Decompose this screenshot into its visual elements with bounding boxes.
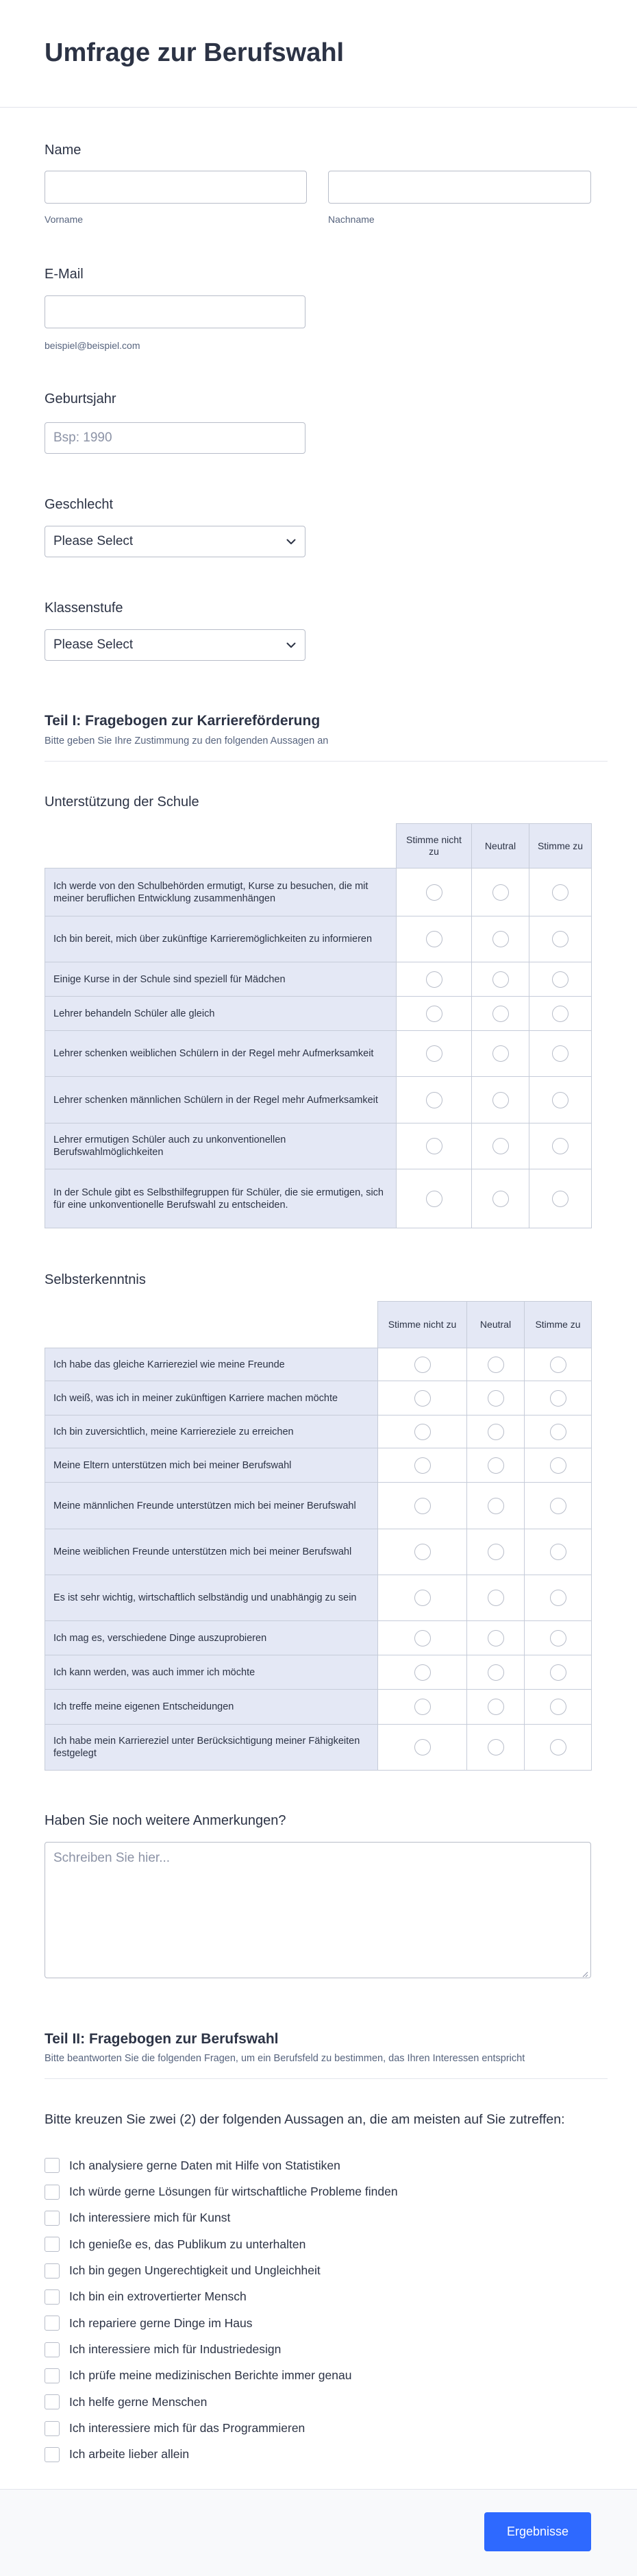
matrix-answer-cell bbox=[529, 916, 592, 962]
matrix-row bbox=[45, 1448, 592, 1483]
matrix-answer-cell bbox=[529, 962, 592, 997]
radio-agree[interactable] bbox=[552, 1092, 569, 1108]
matrix-row-statement: Ich treffe meine eigenen Entscheidungen bbox=[45, 1690, 378, 1725]
matrix-header-row bbox=[45, 1302, 592, 1348]
matrix-row bbox=[45, 1621, 592, 1655]
matrix-row bbox=[45, 916, 592, 962]
matrix-answer-cell bbox=[397, 1169, 472, 1228]
email-sublabel: beispiel@beispiel.com bbox=[45, 340, 140, 351]
checkbox-option-label: Ich bin ein extrovertierter Mensch bbox=[69, 2289, 247, 2304]
gender-select[interactable] bbox=[45, 526, 305, 557]
matrix-answer-cell bbox=[472, 962, 529, 997]
checkbox-option-label: Ich repariere gerne Dinge im Haus bbox=[69, 2316, 253, 2330]
matrix-answer-cell bbox=[467, 1529, 525, 1575]
matrix-answer-cell bbox=[529, 1123, 592, 1169]
matrix-row-statement: Ich habe mein Karriereziel unter Berücksichtigung meiner Fähigkeiten festgelegt bbox=[45, 1725, 378, 1771]
part1-subheading: Bitte geben Sie Ihre Zustimmung zu den folgenden Aussagen an bbox=[45, 736, 329, 746]
matrix-answer-cell bbox=[525, 1529, 592, 1575]
matrix-answer-cell bbox=[378, 1575, 467, 1621]
matrix-answer-cell bbox=[467, 1725, 525, 1771]
radio-neutral[interactable] bbox=[488, 1544, 504, 1560]
matrix-answer-cell bbox=[467, 1348, 525, 1381]
matrix-school-label: Unterstützung der Schule bbox=[45, 794, 199, 810]
matrix-row bbox=[45, 1725, 592, 1771]
radio-agree[interactable] bbox=[550, 1699, 566, 1715]
matrix-answer-cell bbox=[525, 1621, 592, 1655]
matrix-answer-cell bbox=[525, 1415, 592, 1448]
matrix-self-table bbox=[45, 1301, 592, 1771]
radio-neutral[interactable] bbox=[492, 884, 509, 901]
checkbox-option[interactable] bbox=[45, 2336, 591, 2362]
matrix-column-header: Neutral bbox=[467, 1302, 525, 1348]
checkbox[interactable] bbox=[45, 2394, 60, 2409]
matrix-answer-cell bbox=[472, 868, 529, 916]
checkbox-option-label: Ich arbeite lieber allein bbox=[69, 2447, 190, 2462]
resize-handle-icon[interactable] bbox=[582, 1969, 588, 1976]
part2-subheading: Bitte beantworten Sie die folgenden Fragen, um ein Berufsfeld zu bestimmen, das Ihren Interessen entspricht bbox=[45, 2053, 525, 2064]
matrix-row bbox=[45, 962, 592, 997]
radio-neutral[interactable] bbox=[492, 1006, 509, 1022]
checkbox[interactable] bbox=[45, 2263, 60, 2279]
matrix-answer-cell bbox=[472, 1031, 529, 1077]
radio-agree[interactable] bbox=[552, 1045, 569, 1062]
checkbox-option[interactable] bbox=[45, 2415, 591, 2441]
radio-agree[interactable] bbox=[550, 1390, 566, 1407]
matrix-column-header: Stimme nicht zu bbox=[378, 1302, 467, 1348]
matrix-row bbox=[45, 1077, 592, 1123]
birth-year-label: Geburtsjahr bbox=[45, 391, 116, 406]
matrix-answer-cell bbox=[472, 1077, 529, 1123]
radio-disagree[interactable] bbox=[414, 1739, 431, 1755]
radio-neutral[interactable] bbox=[492, 1138, 509, 1154]
matrix-answer-cell bbox=[467, 1621, 525, 1655]
radio-disagree[interactable] bbox=[426, 1006, 442, 1022]
matrix-answer-cell bbox=[529, 1077, 592, 1123]
matrix-row-statement: Meine weiblichen Freunde unterstützen mich bei meiner Berufswahl bbox=[45, 1529, 378, 1575]
matrix-answer-cell bbox=[472, 1169, 529, 1228]
radio-disagree[interactable] bbox=[414, 1544, 431, 1560]
radio-agree[interactable] bbox=[550, 1630, 566, 1647]
radio-agree[interactable] bbox=[552, 1138, 569, 1154]
matrix-self-label: Selbsterkenntnis bbox=[45, 1272, 146, 1287]
matrix-answer-cell bbox=[378, 1529, 467, 1575]
matrix-row-statement: Einige Kurse in der Schule sind speziell für Mädchen bbox=[45, 962, 397, 997]
grade-label: Klassenstufe bbox=[45, 600, 123, 616]
radio-neutral[interactable] bbox=[488, 1664, 504, 1681]
grade-select-value: Please Select bbox=[53, 637, 134, 652]
name-label: Name bbox=[45, 143, 82, 158]
radio-disagree[interactable] bbox=[426, 884, 442, 901]
form-header bbox=[0, 0, 637, 108]
matrix-school-table bbox=[45, 823, 592, 1228]
first-name-sublabel: Vorname bbox=[45, 214, 84, 225]
matrix-answer-cell bbox=[397, 1077, 472, 1123]
checkbox[interactable] bbox=[45, 2316, 60, 2331]
radio-disagree[interactable] bbox=[414, 1664, 431, 1681]
radio-neutral[interactable] bbox=[488, 1498, 504, 1514]
checkbox[interactable] bbox=[45, 2368, 60, 2383]
gender-label: Geschlecht bbox=[45, 497, 114, 512]
matrix-row-statement: Meine Eltern unterstützen mich bei meiner Berufswahl bbox=[45, 1448, 378, 1483]
radio-neutral[interactable] bbox=[488, 1457, 504, 1474]
matrix-answer-cell bbox=[525, 1725, 592, 1771]
radio-neutral[interactable] bbox=[492, 971, 509, 988]
radio-neutral[interactable] bbox=[492, 1045, 509, 1062]
checkbox[interactable] bbox=[45, 2421, 60, 2436]
radio-disagree[interactable] bbox=[426, 1191, 442, 1207]
matrix-answer-cell bbox=[472, 1123, 529, 1169]
matrix-row bbox=[45, 1483, 592, 1529]
matrix-row-statement: Es ist sehr wichtig, wirtschaftlich selbständig und unabhängig zu sein bbox=[45, 1575, 378, 1621]
form-title: Umfrage zur Berufswahl bbox=[45, 38, 345, 67]
submit-button[interactable]: Ergebnisse bbox=[484, 2512, 591, 2551]
matrix-answer-cell bbox=[378, 1483, 467, 1529]
checkbox-option[interactable] bbox=[45, 2231, 591, 2257]
checkbox-option-label: Ich prüfe meine medizinischen Berichte immer genau bbox=[69, 2368, 352, 2383]
matrix-answer-cell bbox=[525, 1690, 592, 1725]
matrix-corner-cell bbox=[45, 1302, 378, 1348]
matrix-row-statement: In der Schule gibt es Selbsthilfegruppen für Schüler, die sie ermutigen, sich für eine unkonventionelle Berufswahl zu entscheiden. bbox=[45, 1169, 397, 1228]
radio-agree[interactable] bbox=[550, 1457, 566, 1474]
checkbox-option-label: Ich interessiere mich für das Programmieren bbox=[69, 2421, 305, 2435]
matrix-answer-cell bbox=[472, 916, 529, 962]
radio-agree[interactable] bbox=[550, 1739, 566, 1755]
radio-agree[interactable] bbox=[552, 931, 569, 947]
birth-year-input[interactable] bbox=[45, 422, 305, 454]
checkbox-option[interactable] bbox=[45, 2363, 591, 2389]
checkbox-option[interactable] bbox=[45, 2152, 591, 2178]
radio-neutral[interactable] bbox=[488, 1390, 504, 1407]
checkbox[interactable] bbox=[45, 2447, 60, 2462]
radio-disagree[interactable] bbox=[414, 1699, 431, 1715]
checkbox[interactable] bbox=[45, 2342, 60, 2357]
matrix-row-statement: Ich habe das gleiche Karriereziel wie meine Freunde bbox=[45, 1348, 378, 1381]
checkbox[interactable] bbox=[45, 2237, 60, 2252]
matrix-row bbox=[45, 1655, 592, 1690]
comments-textarea[interactable] bbox=[45, 1842, 591, 1978]
radio-agree[interactable] bbox=[550, 1544, 566, 1560]
email-input[interactable] bbox=[45, 295, 305, 328]
last-name-sublabel: Nachname bbox=[328, 214, 375, 225]
checkbox-option-label: Ich bin gegen Ungerechtigkeit und Ungleichheit bbox=[69, 2263, 321, 2278]
first-name-input[interactable] bbox=[45, 171, 307, 204]
matrix-answer-cell bbox=[397, 916, 472, 962]
matrix-row-statement: Lehrer schenken männlichen Schülern in der Regel mehr Aufmerksamkeit bbox=[45, 1077, 397, 1123]
radio-disagree[interactable] bbox=[414, 1590, 431, 1606]
matrix-answer-cell bbox=[525, 1448, 592, 1483]
checkbox[interactable] bbox=[45, 2211, 60, 2226]
checkbox-option[interactable] bbox=[45, 2310, 591, 2336]
matrix-answer-cell bbox=[467, 1415, 525, 1448]
matrix-column-header: Stimme nicht zu bbox=[397, 824, 472, 868]
matrix-row bbox=[45, 868, 592, 916]
matrix-answer-cell bbox=[378, 1381, 467, 1415]
comments-label: Haben Sie noch weitere Anmerkungen? bbox=[45, 1813, 286, 1828]
matrix-row bbox=[45, 1031, 592, 1077]
matrix-answer-cell bbox=[525, 1381, 592, 1415]
matrix-answer-cell bbox=[378, 1655, 467, 1690]
matrix-row-statement: Lehrer schenken weiblichen Schülern in der Regel mehr Aufmerksamkeit bbox=[45, 1031, 397, 1077]
checkbox[interactable] bbox=[45, 2289, 60, 2305]
matrix-answer-cell bbox=[397, 997, 472, 1031]
matrix-column-header: Neutral bbox=[472, 824, 529, 868]
checkbox-option[interactable] bbox=[45, 2205, 591, 2231]
radio-agree[interactable] bbox=[550, 1424, 566, 1440]
matrix-answer-cell bbox=[467, 1575, 525, 1621]
checkbox-option-label: Ich interessiere mich für Kunst bbox=[69, 2211, 231, 2225]
radio-agree[interactable] bbox=[550, 1664, 566, 1681]
matrix-row-statement: Ich mag es, verschiedene Dinge auszuprobieren bbox=[45, 1621, 378, 1655]
matrix-row-statement: Ich bin bereit, mich über zukünftige Karrieremöglichkeiten zu informieren bbox=[45, 916, 397, 962]
matrix-answer-cell bbox=[378, 1725, 467, 1771]
radio-neutral[interactable] bbox=[492, 1191, 509, 1207]
part2-heading: Teil II: Fragebogen zur Berufswahl bbox=[45, 2031, 279, 2047]
matrix-header-row bbox=[45, 824, 592, 868]
part1-heading: Teil I: Fragebogen zur Karriereförderung bbox=[45, 713, 321, 729]
matrix-row bbox=[45, 1169, 592, 1228]
radio-disagree[interactable] bbox=[426, 971, 442, 988]
radio-disagree[interactable] bbox=[426, 1138, 442, 1154]
checkbox[interactable] bbox=[45, 2158, 60, 2173]
matrix-row-statement: Lehrer behandeln Schüler alle gleich bbox=[45, 997, 397, 1031]
checkbox-option[interactable] bbox=[45, 2442, 591, 2468]
matrix-answer-cell bbox=[529, 1031, 592, 1077]
choices-question: Bitte kreuzen Sie zwei (2) der folgenden Aussagen an, die am meisten auf Sie zutreffen: bbox=[45, 2112, 565, 2127]
radio-agree[interactable] bbox=[550, 1357, 566, 1373]
matrix-answer-cell bbox=[529, 997, 592, 1031]
radio-disagree[interactable] bbox=[414, 1390, 431, 1407]
radio-agree[interactable] bbox=[552, 884, 569, 901]
matrix-answer-cell bbox=[397, 1031, 472, 1077]
matrix-answer-cell bbox=[472, 997, 529, 1031]
radio-agree[interactable] bbox=[550, 1498, 566, 1514]
matrix-answer-cell bbox=[529, 868, 592, 916]
choices-list bbox=[45, 2152, 591, 2468]
matrix-column-header: Stimme zu bbox=[525, 1302, 592, 1348]
matrix-answer-cell bbox=[397, 868, 472, 916]
matrix-answer-cell bbox=[467, 1448, 525, 1483]
matrix-row bbox=[45, 1381, 592, 1415]
radio-neutral[interactable] bbox=[492, 931, 509, 947]
radio-neutral[interactable] bbox=[488, 1424, 504, 1440]
matrix-answer-cell bbox=[467, 1690, 525, 1725]
grade-select[interactable] bbox=[45, 629, 305, 661]
checkbox-option[interactable] bbox=[45, 2178, 591, 2204]
checkbox-option-label: Ich genieße es, das Publikum zu unterhalten bbox=[69, 2237, 306, 2251]
checkbox[interactable] bbox=[45, 2185, 60, 2200]
matrix-row-statement: Ich weiß, was ich in meiner zukünftigen Karriere machen möchte bbox=[45, 1381, 378, 1415]
radio-neutral[interactable] bbox=[492, 1092, 509, 1108]
matrix-answer-cell bbox=[525, 1348, 592, 1381]
section-divider bbox=[45, 2078, 608, 2079]
matrix-row bbox=[45, 1415, 592, 1448]
matrix-row-statement: Lehrer ermutigen Schüler auch zu unkonventionellen Berufswahlmöglichkeiten bbox=[45, 1123, 397, 1169]
chevron-down-icon bbox=[286, 640, 297, 651]
matrix-answer-cell bbox=[467, 1381, 525, 1415]
matrix-column-header: Stimme zu bbox=[529, 824, 592, 868]
matrix-answer-cell bbox=[397, 1123, 472, 1169]
radio-agree[interactable] bbox=[550, 1590, 566, 1606]
checkbox-option-label: Ich helfe gerne Menschen bbox=[69, 2394, 208, 2409]
section-divider bbox=[45, 761, 608, 762]
checkbox-option-label: Ich analysiere gerne Daten mit Hilfe von Statistiken bbox=[69, 2158, 340, 2172]
radio-disagree[interactable] bbox=[426, 1045, 442, 1062]
radio-disagree[interactable] bbox=[426, 931, 442, 947]
radio-disagree[interactable] bbox=[414, 1498, 431, 1514]
matrix-answer-cell bbox=[378, 1415, 467, 1448]
matrix-answer-cell bbox=[378, 1448, 467, 1483]
radio-disagree[interactable] bbox=[414, 1630, 431, 1647]
matrix-answer-cell bbox=[525, 1483, 592, 1529]
matrix-row bbox=[45, 1690, 592, 1725]
last-name-input[interactable] bbox=[328, 171, 591, 204]
matrix-row-statement: Ich werde von den Schulbehörden ermutigt, Kurse zu besuchen, die mit meiner beruflichen Entwicklung zusammenhängen bbox=[45, 868, 397, 916]
radio-neutral[interactable] bbox=[488, 1357, 504, 1373]
matrix-row-statement: Ich bin zuversichtlich, meine Karriereziele zu erreichen bbox=[45, 1415, 378, 1448]
matrix-answer-cell bbox=[378, 1690, 467, 1725]
radio-disagree[interactable] bbox=[426, 1092, 442, 1108]
radio-neutral[interactable] bbox=[488, 1699, 504, 1715]
matrix-row bbox=[45, 1123, 592, 1169]
matrix-row bbox=[45, 997, 592, 1031]
radio-neutral[interactable] bbox=[488, 1590, 504, 1606]
checkbox-option[interactable] bbox=[45, 2257, 591, 2283]
checkbox-option[interactable] bbox=[45, 2284, 591, 2310]
matrix-row bbox=[45, 1529, 592, 1575]
matrix-row bbox=[45, 1348, 592, 1381]
radio-neutral[interactable] bbox=[488, 1739, 504, 1755]
radio-agree[interactable] bbox=[552, 1006, 569, 1022]
matrix-answer-cell bbox=[378, 1621, 467, 1655]
matrix-corner-cell bbox=[45, 824, 397, 868]
checkbox-option[interactable] bbox=[45, 2389, 591, 2415]
matrix-row bbox=[45, 1575, 592, 1621]
matrix-answer-cell bbox=[529, 1169, 592, 1228]
gender-select-value: Please Select bbox=[53, 534, 134, 548]
checkbox-option-label: Ich interessiere mich für Industriedesign bbox=[69, 2342, 282, 2357]
radio-disagree[interactable] bbox=[414, 1357, 431, 1373]
matrix-answer-cell bbox=[397, 962, 472, 997]
radio-neutral[interactable] bbox=[488, 1630, 504, 1647]
radio-disagree[interactable] bbox=[414, 1457, 431, 1474]
chevron-down-icon bbox=[286, 536, 297, 547]
matrix-row-statement: Meine männlichen Freunde unterstützen mich bei meiner Berufswahl bbox=[45, 1483, 378, 1529]
matrix-answer-cell bbox=[525, 1655, 592, 1690]
radio-agree[interactable] bbox=[552, 1191, 569, 1207]
matrix-row-statement: Ich kann werden, was auch immer ich möchte bbox=[45, 1655, 378, 1690]
matrix-answer-cell bbox=[378, 1348, 467, 1381]
matrix-answer-cell bbox=[467, 1655, 525, 1690]
checkbox-option-label: Ich würde gerne Lösungen für wirtschaftliche Probleme finden bbox=[69, 2185, 398, 2199]
email-label: E-Mail bbox=[45, 267, 84, 282]
matrix-answer-cell bbox=[467, 1483, 525, 1529]
radio-agree[interactable] bbox=[552, 971, 569, 988]
matrix-answer-cell bbox=[525, 1575, 592, 1621]
radio-disagree[interactable] bbox=[414, 1424, 431, 1440]
